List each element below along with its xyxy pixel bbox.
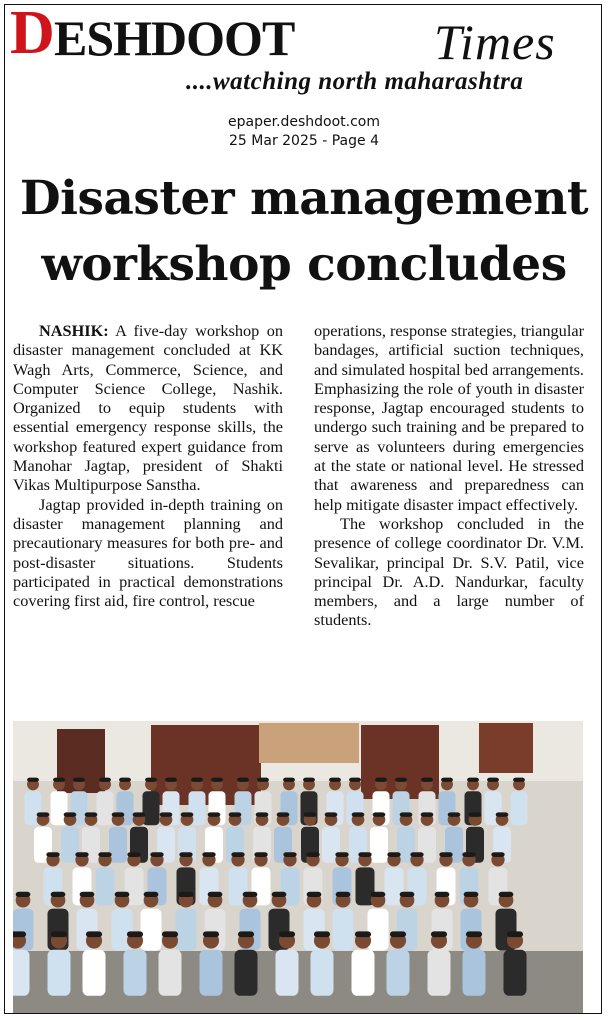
photo-person-hair: [371, 892, 386, 897]
photo-person-hair: [496, 812, 509, 817]
photo-person-hair: [448, 812, 461, 817]
photo-person-hair: [307, 892, 322, 897]
article-paragraph-2-continued: operations, response strategies, triangular bandages, artificial suction techniques, and simulated hospital bed arrangements. Emphasizing the role of youth in disaster response, Jagtap encouraged students to undergo such training and be prepared to serve as volunteers during emergencies at the state or national level. He stressed that awareness and preparedness can help mitigate disaster impact effectively.: [314, 321, 584, 514]
photo-person-hair: [238, 931, 254, 937]
photo-person-hair: [75, 852, 88, 857]
photo-person-hair: [410, 852, 423, 857]
masthead-suffix: Times: [434, 14, 556, 70]
photo-person-hair: [279, 931, 295, 937]
photo-person-hair: [133, 812, 146, 817]
photo-person-hair: [306, 852, 319, 857]
photo-person-body: [83, 950, 106, 996]
masthead-name: ESHDOOT: [54, 10, 295, 66]
masthead-initial: D: [10, 0, 55, 67]
masthead: [10, 0, 600, 70]
photo-person-body: [124, 950, 147, 996]
photo-person-hair: [277, 812, 290, 817]
photo-person-hair: [355, 931, 371, 937]
photo-person-hair: [144, 892, 159, 897]
photo-person-body: [428, 950, 451, 996]
photo-person-body: [96, 867, 115, 905]
photo-person-body: [511, 791, 528, 825]
photo-person-hair: [439, 852, 452, 857]
photo-person-hair: [462, 852, 475, 857]
photo-person-hair: [85, 812, 98, 817]
headline-line-2: workshop concludes: [41, 237, 567, 292]
photo-person-body: [352, 950, 375, 996]
photo-person-hair: [283, 778, 295, 782]
photo-person-body: [333, 909, 354, 951]
photo-person-hair: [150, 852, 163, 857]
article-column-right: [314, 321, 584, 630]
photo-person-hair: [98, 852, 111, 857]
photo-person-body: [159, 950, 182, 996]
epaper-site-link[interactable]: epaper.deshdoot.com: [227, 114, 381, 130]
photo-person-hair: [513, 778, 525, 782]
photo-person-hair: [162, 931, 178, 937]
photo-person-hair: [314, 931, 330, 937]
photo-person-hair: [499, 892, 514, 897]
photo-person-hair: [469, 812, 482, 817]
photo-person-hair: [431, 931, 447, 937]
masthead-tagline: ....watching north maharashtra: [186, 68, 524, 95]
photo-person-body: [276, 950, 299, 996]
photo-person-hair: [464, 892, 479, 897]
article-paragraph-1: [13, 321, 283, 495]
photo-person-hair: [165, 778, 177, 782]
photo-person-hair: [421, 778, 433, 782]
photo-person-hair: [400, 892, 415, 897]
photo-person-body: [370, 827, 388, 863]
photo-person-body: [13, 950, 30, 996]
photo-person-hair: [395, 778, 407, 782]
photo-person-hair: [400, 812, 413, 817]
group-photo: [13, 721, 583, 1013]
photo-person-hair: [435, 892, 450, 897]
photo-person-hair: [243, 892, 258, 897]
photo-person-body: [387, 950, 410, 996]
photo-person-body: [200, 950, 223, 996]
photo-person-hair: [208, 812, 221, 817]
photo-person-hair: [237, 778, 249, 782]
photo-person-hair: [303, 778, 315, 782]
photo-person-hair: [191, 778, 203, 782]
photo-person-hair: [203, 931, 219, 937]
photo-person-hair: [272, 892, 287, 897]
photo-person-hair: [325, 812, 338, 817]
photo-person-body: [463, 950, 486, 996]
photo-person-body: [368, 909, 389, 951]
photo-person-hair: [99, 778, 111, 782]
photo-person-hair: [37, 812, 50, 817]
photo-person-hair: [119, 778, 131, 782]
photo-person-hair: [373, 812, 386, 817]
photo-person-hair: [51, 931, 67, 937]
photo-person-hair: [421, 812, 434, 817]
photo-person-hair: [329, 778, 341, 782]
photo-person-hair: [160, 812, 173, 817]
photo-person-hair: [112, 812, 125, 817]
photo-person-hair: [283, 852, 296, 857]
photo-person-body: [109, 827, 127, 863]
date-page-label: 25 Mar 2025 - Page 4: [229, 133, 379, 149]
photo-person-body: [176, 909, 197, 951]
photo-person-body: [235, 950, 258, 996]
photo-person-hair: [16, 892, 31, 897]
photo-person-hair: [127, 852, 140, 857]
photo-person-hair: [335, 852, 348, 857]
photo-person-hair: [202, 852, 215, 857]
photo-person-hair: [86, 931, 102, 937]
photo-person-hair: [467, 778, 479, 782]
photo-person-hair: [27, 778, 39, 782]
photo-person-hair: [64, 812, 77, 817]
photo-person-hair: [487, 778, 499, 782]
headline-line-1: Disaster management: [19, 171, 589, 226]
photo-person-body: [141, 909, 162, 951]
photo-person-hair: [211, 778, 223, 782]
photo-person-hair: [387, 852, 400, 857]
photo-person-body: [48, 950, 71, 996]
photo-person-hair: [491, 852, 504, 857]
article-paragraph-3: The workshop concluded in the presence of college coordinator Dr. V.M. Sevalikar, principal Dr. S.V. Patil, vice principal Dr. A.D. Nandurkar, faculty members, and a large number of students.: [314, 513, 584, 630]
photo-person-hair: [375, 778, 387, 782]
photo-person-hair: [390, 931, 406, 937]
photo-person-hair: [256, 812, 269, 817]
photo-person-hair: [179, 892, 194, 897]
photo-person-hair: [358, 852, 371, 857]
photo-person-hair: [73, 778, 85, 782]
photo-person-hair: [145, 778, 157, 782]
photo-person-hair: [179, 852, 192, 857]
photo-person-hair: [304, 812, 317, 817]
photo-person-hair: [254, 852, 267, 857]
photo-person-hair: [208, 892, 223, 897]
paragraph-1-body: A five-day workshop on disaster management concluded at KK Wagh Arts, Commerce, Science, and Computer Science College, Nashik. Organized to equip students with essential emergency response skills, the workshop featured expert guidance from Manohar Jagtap, president of Shakti Vikas Multipurpose Sanstha.: [13, 321, 283, 495]
photo-person-body: [97, 791, 114, 825]
photo-person-hair: [115, 892, 130, 897]
photo-person-hair: [349, 778, 361, 782]
photo-person-hair: [51, 892, 66, 897]
photo-person-hair: [466, 931, 482, 937]
photo-person-hair: [46, 852, 59, 857]
photo-person-body: [504, 950, 527, 996]
photo-person-hair: [257, 778, 269, 782]
photo-person-hair: [181, 812, 194, 817]
photo-person-hair: [13, 931, 26, 937]
photo-person-hair: [352, 812, 365, 817]
photo-person-hair: [231, 852, 244, 857]
article-paragraph-2: Jagtap provided in-depth training on disaster management planning and precautionary measures for both pre- and post-disaster situations. Students participated in practical demonstrations covering first aid, fire control, rescue: [13, 494, 283, 611]
photo-person-hair: [53, 778, 65, 782]
photo-person-hair: [229, 812, 242, 817]
photo-person-hair: [507, 931, 523, 937]
dateline: NASHIK:: [39, 321, 109, 340]
photo-person-hair: [127, 931, 143, 937]
photo-person-hair: [80, 892, 95, 897]
photo-person-hair: [336, 892, 351, 897]
photo-person-hair: [441, 778, 453, 782]
photo-person-body: [311, 950, 334, 996]
article-column-left: [13, 321, 283, 610]
